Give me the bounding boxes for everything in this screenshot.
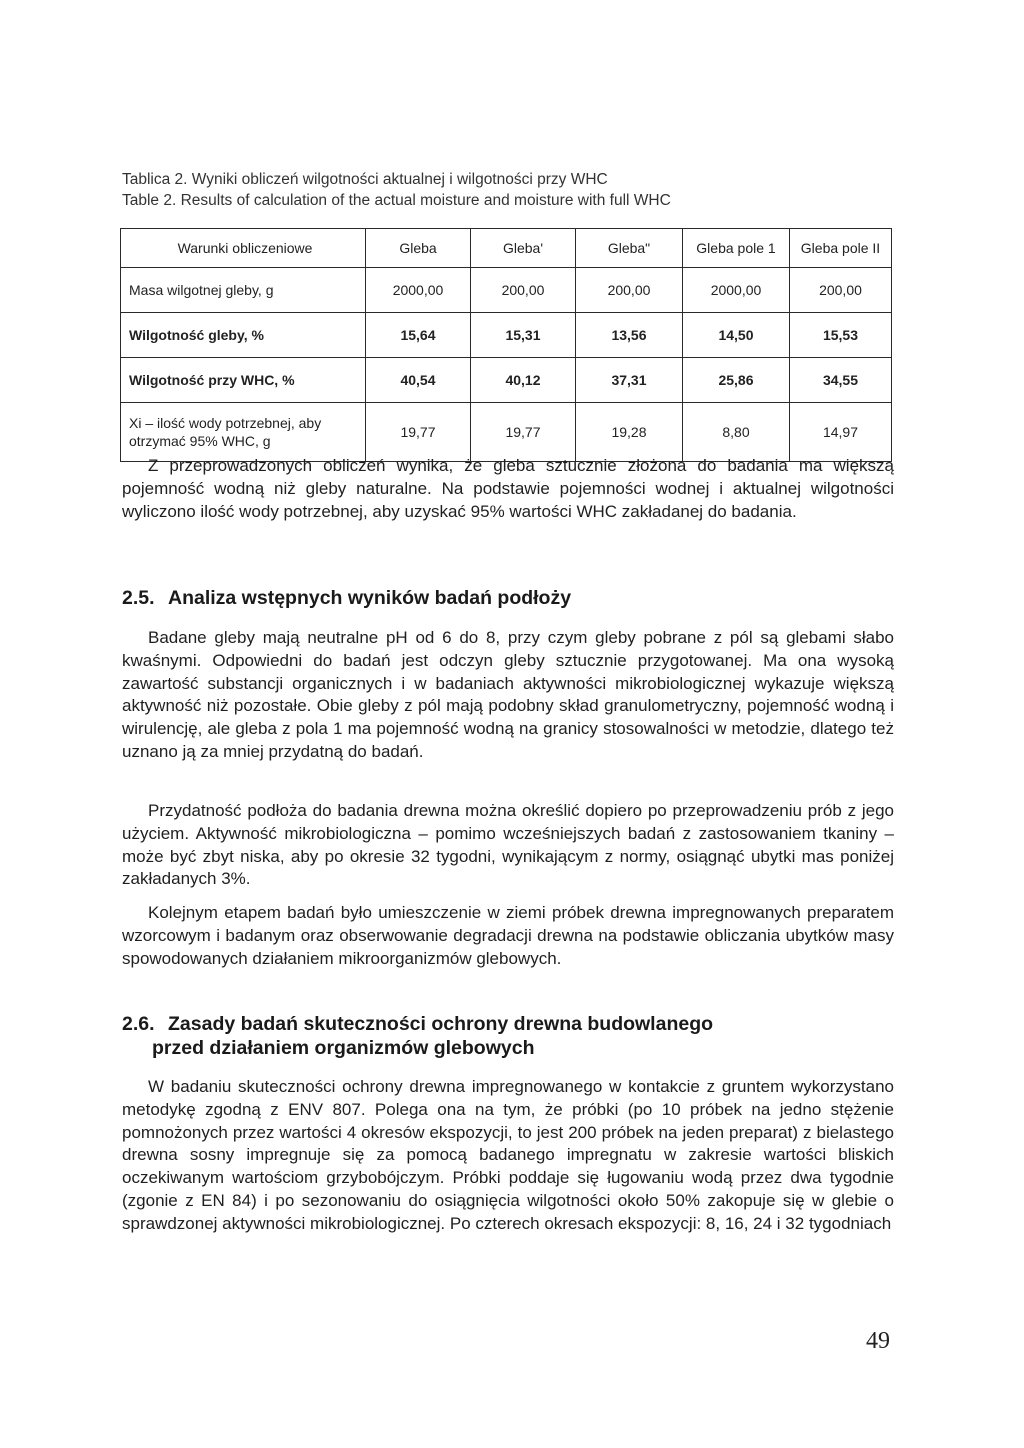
table-cell: 25,86 <box>683 358 790 403</box>
table-cell: 8,80 <box>683 403 790 462</box>
table-cell: 200,00 <box>576 268 683 313</box>
table-cell: 15,64 <box>366 313 471 358</box>
table-row <box>121 403 892 462</box>
table-row <box>121 268 892 313</box>
paragraph-calculation-results <box>122 455 894 523</box>
header-cell: Warunki obliczeniowe <box>121 229 366 268</box>
row-label: Wilgotność przy WHC, % <box>121 358 366 403</box>
table-cell: 2000,00 <box>683 268 790 313</box>
row-label: Xi – ilość wody potrzebnej, aby otrzymać 95% WHC, g <box>121 403 366 462</box>
table-cell: 19,77 <box>366 403 471 462</box>
paragraph-text: Badane gleby mają neutralne pH od 6 do 8, przy czym gleby pobrane z pól są glebami słabo kwaśnymi. Odpowiedni do badań jest odczyn gleby sztucznie przygotowanej. Ma ona wysoką zawartość substancji organicznych i w badaniach aktywności mikrobiologicznej wykazuje większą aktywność niż pozostałe. Obie gleby z pól mają podobny skład granulometryczny, pojemność wodną i wirulencję, ale gleba z pola 1 ma pojemność wodną na granicy stosowalności w metodzie, dlatego też uznano ją za mniej przydatną do badań. <box>122 628 894 761</box>
table-cell: 37,31 <box>576 358 683 403</box>
section-number: 2.5. <box>122 587 155 609</box>
header-cell: Gleba pole II <box>790 229 892 268</box>
table-row <box>121 358 892 403</box>
table-header-row <box>121 229 892 268</box>
section-heading-2-5 <box>122 586 902 610</box>
table-caption-polish: Tablica 2. Wyniki obliczeń wilgotności aktualnej i wilgotności przy WHC <box>122 171 608 188</box>
paragraph-soil-ph <box>122 627 894 764</box>
section-title: Analiza wstępnych wyników badań podłoży <box>168 587 572 609</box>
row-label: Masa wilgotnej gleby, g <box>121 268 366 313</box>
table-cell: 200,00 <box>471 268 576 313</box>
paragraph-text: Z przeprowadzonych obliczeń wynika, że gleba sztucznie złożona do badania ma większą pojemność wodną niż gleby naturalne. Na podstawie pojemności wodnej i aktualnej wilgotności wyliczono ilość wody potrzebnej, aby uzyskać 95% wartości WHC zakładanej do badania. <box>122 456 894 521</box>
paragraph-text: W badaniu skuteczności ochrony drewna impregnowanego w kontakcie z gruntem wykorzystano metodykę zgodną z ENV 807. Polega ona na tym, że próbki (po 10 próbek na jedno stężenie pomnożonych przez wartości 4 okresów ekspozycji, to jest 200 próbek na jeden preparat) z bielastego drewna sosny impregnuje się za pomocą badanego impregnatu w zakresie wartości bliskich oczekiwanym wartościom grzybobójczym. Próbki poddaje się ługowaniu wodą przez dwa tygodnie (zgonie z EN 84) i po sezonowaniu do osiągnięcia wilgotności około 50% zakopuje się w glebie o sprawdzonej aktywności mikrobiologicznej. Po czterech okresach ekspozycji: 8, 16, 24 i 32 tygodniach <box>122 1077 894 1233</box>
table-cell: 15,53 <box>790 313 892 358</box>
table-cell: 14,50 <box>683 313 790 358</box>
paragraph-next-stage <box>122 902 894 970</box>
header-cell: Gleba <box>366 229 471 268</box>
table-cell: 2000,00 <box>366 268 471 313</box>
header-cell: Gleba pole 1 <box>683 229 790 268</box>
table-cell: 40,54 <box>366 358 471 403</box>
page-number: 49 <box>866 1328 890 1354</box>
paragraph-env807-method <box>122 1076 894 1236</box>
paragraph-substrate-suitability <box>122 800 894 891</box>
section-number: 2.6. <box>122 1013 155 1035</box>
table-caption-english: Table 2. Results of calculation of the actual moisture and moisture with full WHC <box>122 192 671 209</box>
table-cell: 14,97 <box>790 403 892 462</box>
table-row <box>121 313 892 358</box>
table-cell: 13,56 <box>576 313 683 358</box>
table-cell: 34,55 <box>790 358 892 403</box>
table-cell: 19,77 <box>471 403 576 462</box>
table-cell: 19,28 <box>576 403 683 462</box>
header-cell: Gleba" <box>576 229 683 268</box>
paragraph-text: Przydatność podłoża do badania drewna można określić dopiero po przeprowadzeniu prób z jego użyciem. Aktywność mikrobiologiczna – pomimo wcześniejszych badań z zastosowaniem tkaniny – może być zbyt niska, aby po okresie 32 tygodni, wynikającym z normy, osiągnąć ubytki mas poniżej zakładanych 3%. <box>122 801 894 889</box>
table-cell: 40,12 <box>471 358 576 403</box>
paragraph-text: Kolejnym etapem badań było umieszczenie w ziemi próbek drewna impregnowanych preparatem wzorcowym i badanym oraz obserwowanie degradacji drewna na podstawie obliczania ubytków masy spowodowanych działaniem mikroorganizmów glebowych. <box>122 903 894 968</box>
results-table <box>120 228 892 462</box>
row-label: Wilgotność gleby, % <box>121 313 366 358</box>
table-cell: 15,31 <box>471 313 576 358</box>
section-heading-2-6 <box>122 1012 902 1060</box>
table-cell: 200,00 <box>790 268 892 313</box>
section-title-line2: przed działaniem organizmów glebowych <box>152 1037 535 1059</box>
section-title-line1: Zasady badań skuteczności ochrony drewna budowlanego <box>168 1013 714 1035</box>
header-cell: Gleba' <box>471 229 576 268</box>
